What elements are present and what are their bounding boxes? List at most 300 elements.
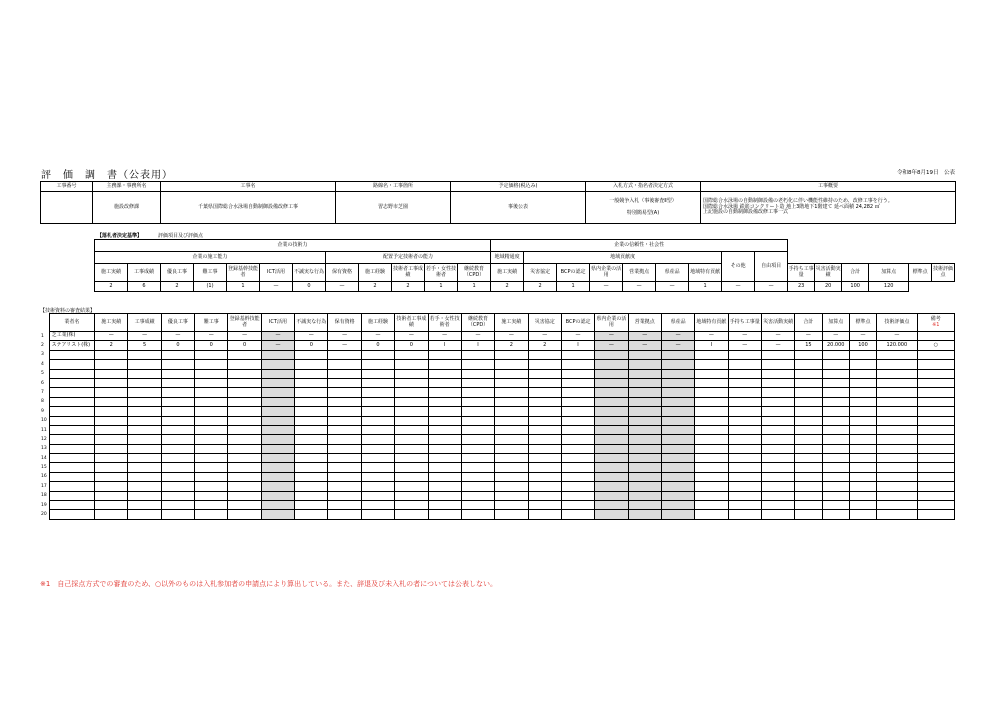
criteria-score: 1 bbox=[458, 282, 491, 292]
result-cell bbox=[195, 454, 228, 463]
result-cell bbox=[128, 482, 161, 491]
result-cell bbox=[328, 378, 361, 387]
table-row bbox=[40, 341, 955, 350]
criteria-score: 2 bbox=[359, 282, 392, 292]
result-cell bbox=[95, 444, 128, 453]
row-number: 13 bbox=[41, 446, 47, 452]
result-cell: — bbox=[761, 332, 794, 341]
result-cell bbox=[261, 388, 294, 397]
result-cell bbox=[428, 425, 461, 434]
result-cell bbox=[228, 360, 261, 369]
criteria-score: 100 bbox=[842, 282, 869, 292]
result-cell bbox=[561, 463, 594, 472]
result-cell: — bbox=[195, 332, 228, 341]
result-cell: 0 bbox=[161, 341, 194, 350]
crit-head: 営業拠点 bbox=[623, 264, 656, 282]
row-number: 1 bbox=[41, 333, 44, 339]
result-cell bbox=[395, 360, 428, 369]
result-cell bbox=[295, 435, 328, 444]
row-number: 20 bbox=[41, 512, 47, 518]
result-cell bbox=[849, 388, 876, 397]
result-cell bbox=[295, 425, 328, 434]
result-cell bbox=[161, 435, 194, 444]
project-no bbox=[41, 192, 93, 224]
result-cell bbox=[822, 463, 849, 472]
result-cell bbox=[822, 510, 849, 519]
result-cell bbox=[461, 482, 494, 491]
result-cell bbox=[461, 454, 494, 463]
result-cell bbox=[195, 472, 228, 481]
result-cell bbox=[795, 378, 822, 387]
result-col-header: 不誠実な行為 bbox=[295, 314, 328, 332]
result-cell bbox=[761, 491, 794, 500]
crit-head: 手持ち工事量 bbox=[788, 264, 815, 282]
result-cell bbox=[661, 416, 694, 425]
table-row bbox=[40, 369, 955, 378]
result-cell bbox=[528, 472, 561, 481]
result-cell bbox=[161, 482, 194, 491]
criteria-score: 2 bbox=[161, 282, 194, 292]
result-cell bbox=[361, 501, 394, 510]
result-cell bbox=[195, 510, 228, 519]
criteria-score: (1) bbox=[194, 282, 227, 292]
bidder-name bbox=[49, 388, 94, 397]
result-cell bbox=[595, 397, 628, 406]
result-cell bbox=[695, 369, 728, 378]
bidder-name bbox=[49, 407, 94, 416]
result-cell bbox=[849, 454, 876, 463]
result-cell bbox=[228, 369, 261, 378]
result-cell bbox=[195, 425, 228, 434]
crit-head: 工事成績 bbox=[128, 264, 161, 282]
crit-head: 継続教育（CPD） bbox=[458, 264, 491, 282]
results-header-row bbox=[40, 314, 955, 332]
result-cell bbox=[849, 350, 876, 359]
result-cell bbox=[128, 472, 161, 481]
result-cell bbox=[822, 416, 849, 425]
criteria-score: — bbox=[656, 282, 689, 292]
result-col-header: 若手・女性技術者 bbox=[428, 314, 461, 332]
result-cell bbox=[728, 454, 761, 463]
table-row bbox=[40, 444, 955, 453]
result-cell bbox=[95, 369, 128, 378]
result-cell bbox=[528, 454, 561, 463]
result-cell: — bbox=[428, 332, 461, 341]
result-cell bbox=[161, 397, 194, 406]
crit-head: 施工実績 bbox=[491, 264, 524, 282]
result-cell bbox=[795, 388, 822, 397]
result-cell bbox=[561, 454, 594, 463]
crit-head: 県内企業の活用 bbox=[590, 264, 623, 282]
result-cell bbox=[661, 454, 694, 463]
result-cell bbox=[595, 416, 628, 425]
result-col-header: 災害協定 bbox=[528, 314, 561, 332]
result-cell bbox=[695, 360, 728, 369]
result-cell bbox=[95, 397, 128, 406]
crit-head: 災害活動実績 bbox=[815, 264, 842, 282]
result-cell bbox=[261, 463, 294, 472]
result-cell bbox=[595, 425, 628, 434]
result-cell bbox=[361, 360, 394, 369]
row-number: 2 bbox=[41, 343, 44, 348]
result-cell bbox=[528, 416, 561, 425]
note-header bbox=[917, 314, 954, 332]
result-cell bbox=[728, 510, 761, 519]
result-cell: 0 bbox=[195, 341, 228, 350]
result-cell bbox=[428, 369, 461, 378]
result-cell bbox=[461, 463, 494, 472]
result-cell bbox=[822, 425, 849, 434]
crit-head: 技術者工事成績 bbox=[392, 264, 425, 282]
result-cell bbox=[261, 350, 294, 359]
result-cell bbox=[461, 378, 494, 387]
result-cell: — bbox=[877, 332, 917, 341]
result-cell bbox=[561, 360, 594, 369]
result-cell bbox=[628, 444, 661, 453]
result-cell bbox=[761, 397, 794, 406]
criteria-score: 1 bbox=[557, 282, 590, 292]
result-cell bbox=[128, 407, 161, 416]
result-cell bbox=[228, 416, 261, 425]
result-cell bbox=[495, 425, 528, 434]
result-cell bbox=[461, 407, 494, 416]
result-cell bbox=[877, 501, 917, 510]
result-cell: — bbox=[661, 332, 694, 341]
evaluation-sheet bbox=[40, 0, 955, 707]
result-cell bbox=[328, 510, 361, 519]
result-cell bbox=[328, 472, 361, 481]
result-cell bbox=[328, 482, 361, 491]
result-cell bbox=[295, 388, 328, 397]
result-col-header: 工事成績 bbox=[128, 314, 161, 332]
result-cell bbox=[428, 378, 461, 387]
result-cell bbox=[561, 435, 594, 444]
result-cell bbox=[361, 369, 394, 378]
result-cell bbox=[361, 482, 394, 491]
result-cell bbox=[695, 501, 728, 510]
result-cell bbox=[395, 482, 428, 491]
result-cell bbox=[822, 350, 849, 359]
result-cell bbox=[528, 501, 561, 510]
result-cell bbox=[877, 454, 917, 463]
bidder-name bbox=[49, 444, 94, 453]
result-cell: — bbox=[95, 332, 128, 341]
result-cell bbox=[395, 472, 428, 481]
result-col-header: 手持ち工事量 bbox=[728, 314, 761, 332]
result-cell bbox=[561, 407, 594, 416]
result-cell bbox=[161, 491, 194, 500]
criteria-score-row bbox=[95, 282, 955, 292]
result-cell bbox=[849, 416, 876, 425]
result-note bbox=[917, 378, 954, 387]
result-note bbox=[917, 332, 954, 341]
result-cell bbox=[328, 463, 361, 472]
crit-head: 災害協定 bbox=[524, 264, 557, 282]
result-cell bbox=[261, 397, 294, 406]
result-cell bbox=[595, 454, 628, 463]
bidding-method-class: 特別簡易型(A) bbox=[626, 209, 660, 216]
result-cell bbox=[822, 482, 849, 491]
result-cell bbox=[628, 454, 661, 463]
result-cell: — bbox=[461, 332, 494, 341]
result-cell bbox=[395, 501, 428, 510]
result-cell bbox=[795, 482, 822, 491]
result-cell bbox=[128, 350, 161, 359]
result-cell bbox=[261, 435, 294, 444]
result-cell bbox=[495, 482, 528, 491]
result-cell bbox=[822, 360, 849, 369]
bidder-name bbox=[49, 472, 94, 481]
result-cell bbox=[822, 501, 849, 510]
note-header-label: 備考 bbox=[930, 315, 941, 322]
result-cell bbox=[261, 510, 294, 519]
result-cell bbox=[795, 397, 822, 406]
result-cell bbox=[795, 491, 822, 500]
outline-line-1: 国際総合水泳場の自動制御設備の老朽化に伴い機能性維持のため、改修工事を行う。 bbox=[703, 197, 893, 204]
result-note: ○ bbox=[917, 341, 954, 350]
result-cell bbox=[261, 444, 294, 453]
criteria-score: 1 bbox=[689, 282, 722, 292]
result-cell bbox=[661, 425, 694, 434]
result-cell: — bbox=[761, 341, 794, 350]
result-cell bbox=[849, 472, 876, 481]
result-cell bbox=[328, 360, 361, 369]
result-cell bbox=[595, 444, 628, 453]
result-cell bbox=[728, 472, 761, 481]
result-cell bbox=[195, 491, 228, 500]
criteria-score: 23 bbox=[788, 282, 815, 292]
project-location: 習志野市芝園 bbox=[336, 192, 451, 224]
table-row bbox=[40, 472, 955, 481]
crit-head: 技術評価点 bbox=[932, 264, 955, 282]
result-cell bbox=[95, 472, 128, 481]
result-cell bbox=[849, 369, 876, 378]
table-row bbox=[40, 425, 955, 434]
result-cell bbox=[849, 491, 876, 500]
label-project-no: 工事番号 bbox=[41, 182, 93, 192]
result-cell bbox=[161, 454, 194, 463]
table-row bbox=[40, 332, 955, 341]
result-cell bbox=[695, 435, 728, 444]
sub-free: 自由項目 bbox=[755, 252, 788, 282]
result-cell bbox=[528, 482, 561, 491]
result-cell bbox=[128, 388, 161, 397]
result-cell bbox=[761, 416, 794, 425]
result-cell bbox=[495, 435, 528, 444]
result-cell bbox=[195, 388, 228, 397]
result-cell bbox=[595, 388, 628, 397]
result-cell bbox=[428, 463, 461, 472]
result-cell bbox=[795, 510, 822, 519]
result-cell bbox=[628, 360, 661, 369]
result-cell bbox=[428, 350, 461, 359]
result-cell bbox=[595, 463, 628, 472]
result-cell bbox=[695, 444, 728, 453]
result-cell bbox=[195, 444, 228, 453]
result-cell bbox=[628, 407, 661, 416]
result-cell bbox=[328, 350, 361, 359]
result-cell bbox=[428, 501, 461, 510]
result-cell bbox=[795, 360, 822, 369]
result-cell bbox=[761, 407, 794, 416]
result-cell bbox=[361, 378, 394, 387]
result-cell bbox=[628, 510, 661, 519]
result-cell bbox=[849, 444, 876, 453]
result-cell bbox=[428, 435, 461, 444]
bidder-name bbox=[49, 416, 94, 425]
result-cell bbox=[428, 482, 461, 491]
result-note bbox=[917, 472, 954, 481]
crit-head: 標準点 bbox=[909, 264, 932, 282]
result-cell bbox=[728, 444, 761, 453]
result-cell bbox=[628, 463, 661, 472]
label-office: 主務課・事務所名 bbox=[93, 182, 161, 192]
result-cell bbox=[661, 397, 694, 406]
result-cell bbox=[195, 378, 228, 387]
row-number: 10 bbox=[41, 418, 47, 424]
result-cell bbox=[849, 510, 876, 519]
result-cell bbox=[628, 482, 661, 491]
result-cell bbox=[561, 444, 594, 453]
result-cell bbox=[328, 407, 361, 416]
crit-head: 難工事 bbox=[194, 264, 227, 282]
result-cell bbox=[361, 350, 394, 359]
result-cell bbox=[795, 454, 822, 463]
result-cell bbox=[228, 510, 261, 519]
result-cell bbox=[561, 378, 594, 387]
result-cell: — bbox=[328, 341, 361, 350]
result-cell bbox=[228, 472, 261, 481]
result-cell bbox=[761, 388, 794, 397]
result-cell bbox=[161, 444, 194, 453]
result-cell bbox=[628, 378, 661, 387]
result-cell: — bbox=[628, 332, 661, 341]
result-note bbox=[917, 350, 954, 359]
result-cell bbox=[128, 491, 161, 500]
result-cell bbox=[128, 416, 161, 425]
table-row bbox=[40, 407, 955, 416]
result-cell bbox=[795, 416, 822, 425]
result-cell bbox=[395, 378, 428, 387]
result-cell bbox=[428, 416, 461, 425]
result-cell bbox=[261, 360, 294, 369]
result-cell bbox=[528, 369, 561, 378]
result-note bbox=[917, 463, 954, 472]
result-cell bbox=[428, 388, 461, 397]
group-technical: 企業の技術力 bbox=[95, 240, 491, 252]
bidding-method bbox=[586, 192, 701, 224]
result-cell bbox=[877, 435, 917, 444]
table-row bbox=[40, 397, 955, 406]
result-cell: I bbox=[428, 341, 461, 350]
result-cell: I bbox=[461, 341, 494, 350]
result-cell bbox=[228, 454, 261, 463]
bidder-name bbox=[49, 510, 94, 519]
result-cell bbox=[661, 360, 694, 369]
result-cell bbox=[261, 472, 294, 481]
result-cell bbox=[661, 350, 694, 359]
result-cell bbox=[795, 472, 822, 481]
result-cell bbox=[395, 416, 428, 425]
bidder-name bbox=[49, 360, 94, 369]
result-cell bbox=[628, 397, 661, 406]
result-cell bbox=[161, 501, 194, 510]
result-cell bbox=[128, 397, 161, 406]
result-cell bbox=[361, 472, 394, 481]
result-note bbox=[917, 360, 954, 369]
project-name: 千葉県国際総合水泳場自動制御設備改修工事 bbox=[161, 192, 336, 224]
result-cell bbox=[728, 435, 761, 444]
bidder-name bbox=[49, 425, 94, 434]
result-cell bbox=[728, 482, 761, 491]
result-cell bbox=[822, 369, 849, 378]
result-cell bbox=[495, 378, 528, 387]
result-cell bbox=[461, 491, 494, 500]
result-cell: — bbox=[561, 332, 594, 341]
bidder-name bbox=[49, 369, 94, 378]
result-col-header: 県内企業の活用 bbox=[595, 314, 628, 332]
result-col-header: 難工事 bbox=[195, 314, 228, 332]
result-cell bbox=[495, 397, 528, 406]
result-cell bbox=[877, 463, 917, 472]
result-cell bbox=[595, 501, 628, 510]
result-cell: 15 bbox=[795, 341, 822, 350]
results-table bbox=[40, 313, 955, 520]
criteria-score: 1 bbox=[425, 282, 458, 292]
bidding-method-type: 一般競争入札（事後審査Ⅱ型） bbox=[609, 197, 677, 204]
result-cell bbox=[95, 510, 128, 519]
result-cell bbox=[161, 425, 194, 434]
result-cell bbox=[728, 350, 761, 359]
result-cell bbox=[395, 425, 428, 434]
result-cell bbox=[695, 350, 728, 359]
table-row bbox=[40, 482, 955, 491]
result-cell bbox=[728, 407, 761, 416]
result-cell bbox=[695, 397, 728, 406]
row-number: 11 bbox=[41, 427, 47, 433]
result-col-header: BCPの認定 bbox=[561, 314, 594, 332]
label-method: 入札方式・指名者決定方式 bbox=[586, 182, 701, 192]
crit-head: BCPの認定 bbox=[557, 264, 590, 282]
result-cell bbox=[95, 463, 128, 472]
sub-other: その他 bbox=[722, 252, 755, 282]
row-number: 6 bbox=[41, 380, 44, 386]
result-col-header: 施工実績 bbox=[95, 314, 128, 332]
result-cell bbox=[528, 425, 561, 434]
result-cell: 2 bbox=[95, 341, 128, 350]
label-price: 予定価格(税込み) bbox=[451, 182, 586, 192]
result-note bbox=[917, 397, 954, 406]
footnote: ※1 自己採点方式での審査のため、○以外のものは入札参加者の申請点により算出している。また、辞退及び未入札の者については公表しない。 bbox=[40, 580, 498, 588]
result-cell bbox=[728, 378, 761, 387]
result-cell bbox=[728, 416, 761, 425]
result-cell bbox=[495, 360, 528, 369]
result-cell: 0 bbox=[361, 341, 394, 350]
result-cell bbox=[328, 416, 361, 425]
result-cell bbox=[95, 388, 128, 397]
result-col-header: 技術者工事成績 bbox=[395, 314, 428, 332]
result-cell bbox=[528, 463, 561, 472]
result-cell bbox=[428, 454, 461, 463]
result-cell bbox=[877, 350, 917, 359]
crit-head: 合計 bbox=[842, 264, 869, 282]
result-cell bbox=[528, 491, 561, 500]
result-cell bbox=[661, 388, 694, 397]
result-cell: — bbox=[695, 332, 728, 341]
row-number: 18 bbox=[41, 493, 47, 499]
result-col-header: 保有資格 bbox=[328, 314, 361, 332]
result-col-header: 施工実績 bbox=[495, 314, 528, 332]
